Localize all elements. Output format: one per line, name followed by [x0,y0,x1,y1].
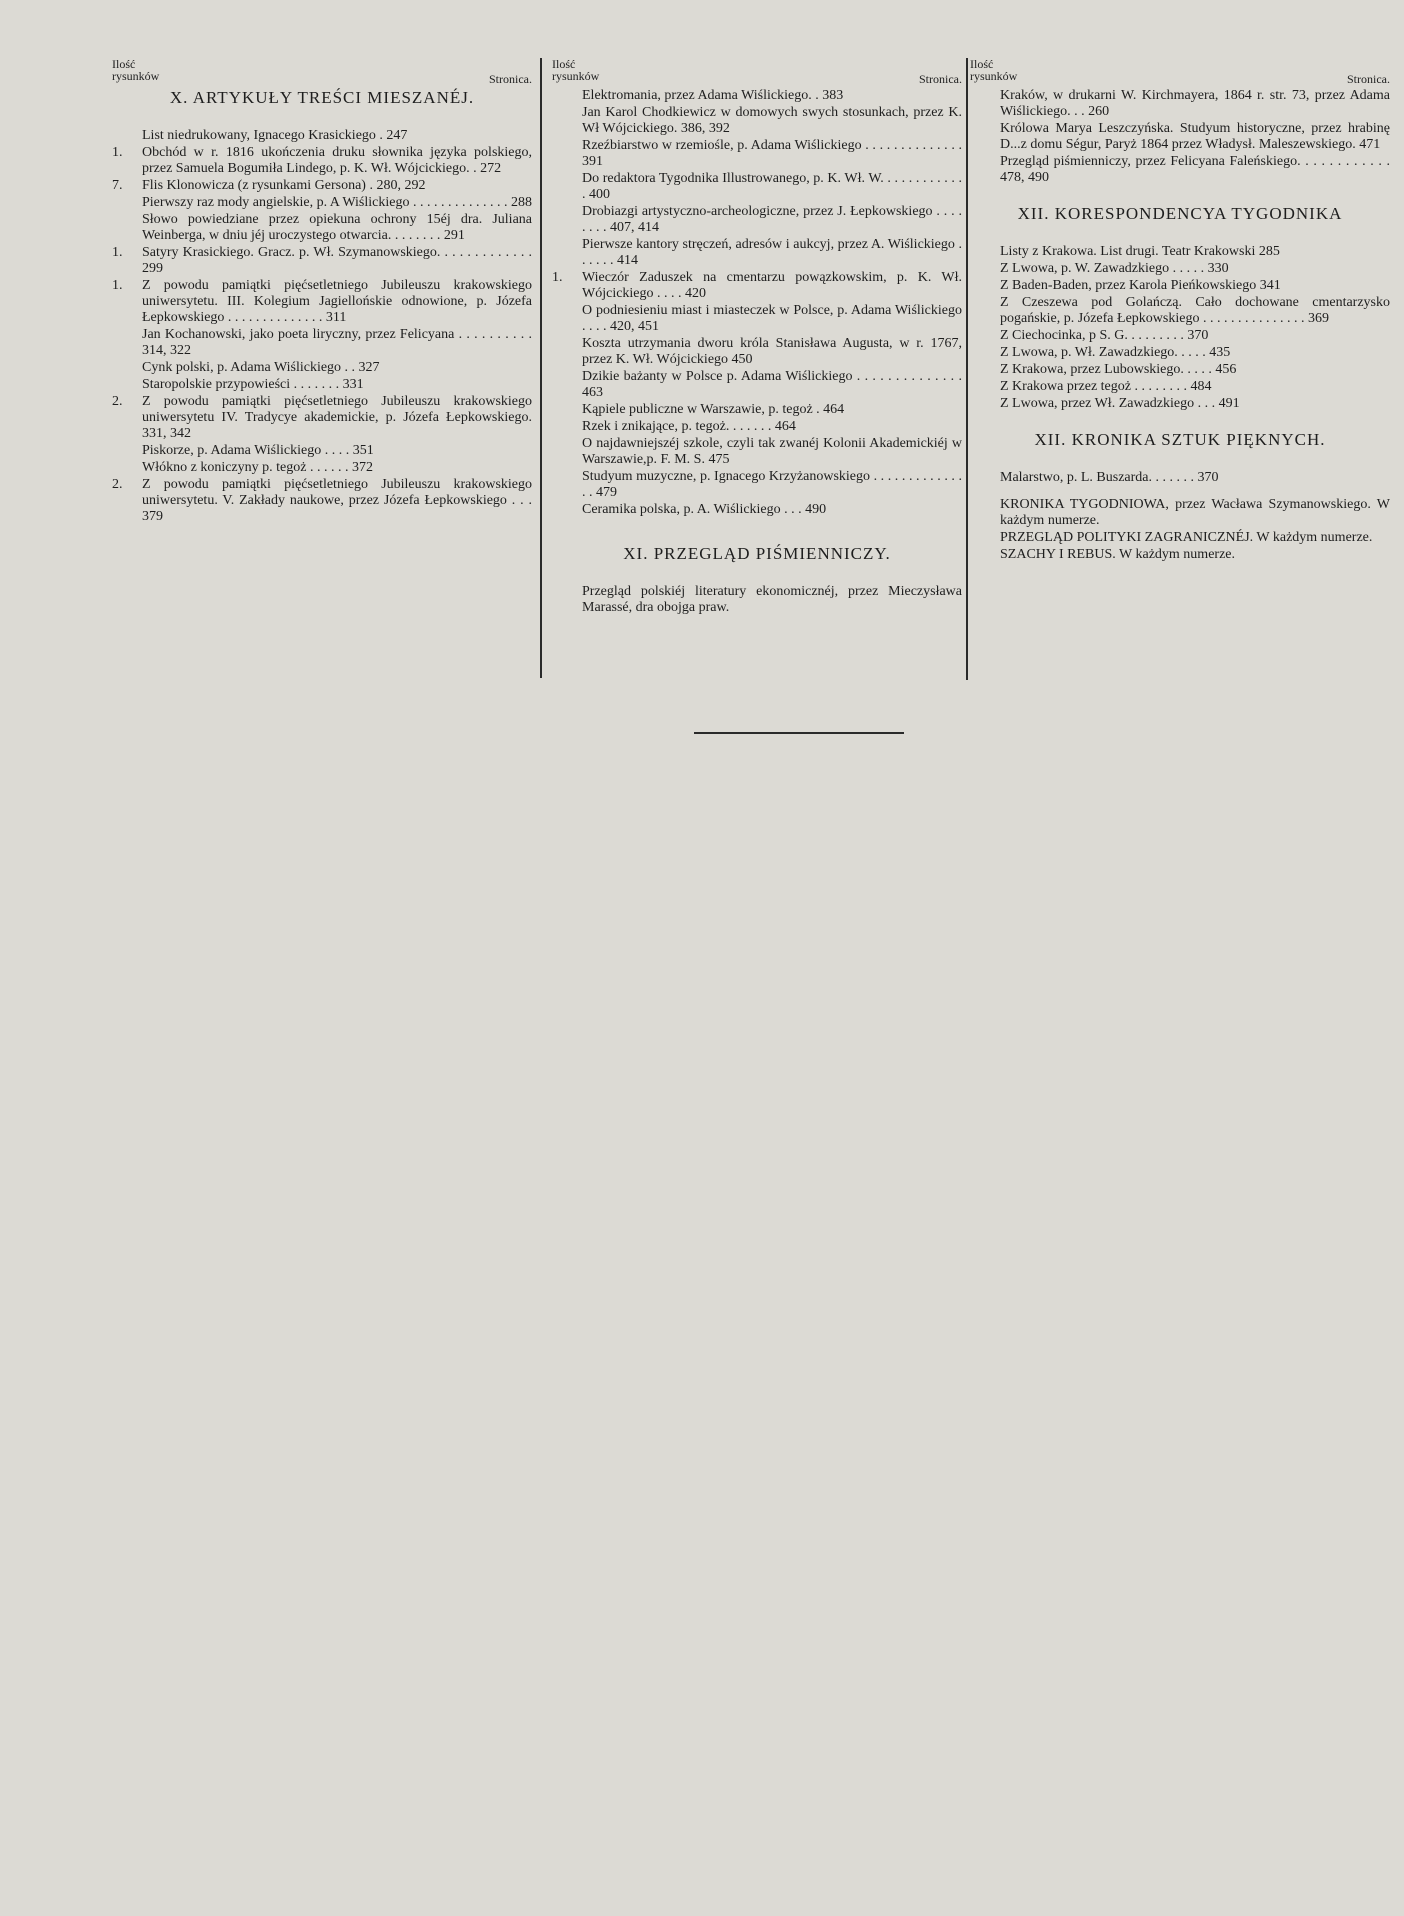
drawing-count [552,336,582,368]
list-item [112,178,532,194]
drawing-count [970,396,1000,412]
list-item [552,402,962,418]
entries-list [552,88,962,518]
section-title-xii-kronika: XII. KRONIKA SZTUK PIĘKNYCH. [1034,430,1326,449]
list-item [112,394,532,442]
entry-text: Przegląd piśmienniczy, przez Felicyana Faleńskiego. . . . . . . . . . . . 478, 490 [1000,154,1390,185]
stronica-label: Stronica. [1347,72,1390,86]
drawing-count [970,244,1000,260]
rysunkow-label: rysunków [552,69,600,83]
column-3 [970,58,1390,564]
list-item [970,261,1390,277]
entry-text: Z Lwowa, p. Wł. Zawadzkiego. . . . . 435 [1000,345,1231,360]
entry-text: Pierwsze kantory stręczeń, adresów i aukcyj, przez A. Wiślickiego . . . . . . 414 [582,237,962,268]
entry-text: Do redaktora Tygodnika Illustrowanego, p. K. Wł. W. . . . . . . . . . . . . 400 [582,171,962,202]
spacer [970,487,1390,497]
drawing-count [552,138,582,170]
entry-text: Wieczór Zaduszek na cmentarzu powązkowskim, p. K. Wł. Wójcickiego . . . . 420 [582,270,962,301]
entry-text: Piskorze, p. Adama Wiślickiego . . . . 351 [142,443,374,458]
rysunkow-label: rysunków [112,69,160,83]
drawing-count: 2. [112,477,123,492]
drawing-count [552,469,582,501]
drawing-count: 2. [112,394,123,409]
drawing-count [970,261,1000,277]
list-item [552,502,962,518]
drawing-count [552,369,582,401]
list-item [552,237,962,269]
drawing-count [552,402,582,418]
list-item [970,497,1390,529]
section-title-x: X. ARTYKUŁY TREŚCI MIESZANÉJ. [169,88,475,107]
entry-text: Koszta utrzymania dworu króla Stanisława Augusta, w r. 1767, przez K. Wł. Wójcickiego 450 [582,336,962,367]
list-item [552,171,962,203]
list-item [970,121,1390,153]
ilosc-label: Ilość [970,57,994,71]
rysunkow-label: rysunków [970,69,1018,83]
entry-text: Włókno z koniczyny p. tegoż . . . . . . 372 [142,460,373,475]
section-title-xi: XI. PRZEGLĄD PIŚMIENNICZY. [623,544,891,563]
list-item [970,295,1390,327]
entries-list [970,244,1390,412]
entry-text: Listy z Krakowa. List drugi. Teatr Krakowski 285 [1000,244,1280,259]
list-item [970,547,1390,563]
drawing-count [552,237,582,269]
entry-text: O najdawniejszéj szkole, czyli tak zwanéj Kolonii Akademickiéj w Warszawie,p. F. M. S. 475 [582,436,962,467]
list-item [552,204,962,236]
drawing-count [970,345,1000,361]
drawing-count [552,204,582,236]
drawing-count [552,171,582,203]
list-item [112,278,532,326]
list-item [552,419,962,435]
entry-text: Słowo powiedziane przez opiekuna ochrony 15éj dra. Juliana Weinberga, w dniu jéj uroczystego otwarcia. . . . . . . . 291 [142,212,532,243]
entry-text: Z Czeszewa pod Golańczą. Cało dochowane cmentarzysko pogańskie, p. Józefa Łepkowskiego . . . . . . . . . . . . . . . 369 [1000,295,1390,326]
entry-text: Rzeźbiarstwo w rzemiośle, p. Adama Wiślickiego . . . . . . . . . . . . . . 391 [582,138,962,169]
list-item [552,88,962,104]
drawing-count: 1. [112,278,123,293]
list-item [112,460,532,476]
entry-text: Cynk polski, p. Adama Wiślickiego . . 327 [142,360,380,375]
list-item [552,105,962,137]
list-item [112,443,532,459]
list-item [970,244,1390,260]
drawing-count [970,470,1000,486]
entry-text: Z powodu pamiątki pięćsetletniego Jubileuszu krakowskiego uniwersytetu. III. Kolegium Jagiellońskie odnowione, p. Józefa Łepkowskiego . . . . . . . . . . . . . . 311 [142,278,532,325]
entry-text: Królowa Marya Leszczyńska. Studyum historyczne, przez hrabinę D...z domu Ségur, Paryż 1864 przez Władysł. Maleszewskiego. 471 [1000,121,1390,152]
drawing-count [552,105,582,137]
entry-text: Drobiazgi artystyczno-archeologiczne, przez J. Łepkowskiego . . . . . . . . 407, 414 [582,204,962,235]
list-item [112,195,532,211]
drawing-count [970,379,1000,395]
ilosc-label: Ilość [112,57,136,71]
entry-text: Obchód w r. 1816 ukończenia druku słownika języka polskiego, przez Samuela Bogumiła Lindego, p. K. Wł. Wójcickiego. . 272 [142,145,532,176]
entry-text: Kąpiele publiczne w Warszawie, p. tegoż . 464 [582,402,845,417]
entries-list [970,88,1390,186]
list-item [970,470,1390,486]
column-rule-right [966,58,968,680]
list-item [552,584,962,616]
drawing-count [112,128,142,144]
entry-text: Z Krakowa, przez Lubowskiego. . . . . 456 [1000,362,1237,377]
list-item [970,345,1390,361]
entries-list [112,128,532,525]
list-item [552,270,962,302]
entry-text: O podniesieniu miast i miasteczek w Polsce, p. Adama Wiślickiego . . . . 420, 451 [582,303,962,334]
drawing-count: 1. [112,145,123,160]
entry-text: Z powodu pamiątki pięćsetletniego Jubileuszu krakowskiego uniwersytetu IV. Tradycye akademickie, p. Józefa Łepkowskiego. 331, 342 [142,394,532,441]
entries-list [970,497,1390,563]
drawing-count: 1. [112,245,123,260]
list-item [112,360,532,376]
drawing-count [970,154,1000,186]
entry-text: Z powodu pamiątki pięćsetletniego Jubileuszu krakowskiego uniwersytetu. V. Zakłady naukowe, przez Józefa Łepkowskiego . . . 379 [142,477,532,524]
ilosc-rysunkow-label [552,58,599,82]
column-header [552,58,962,88]
entry-text: Flis Klonowicza (z rysunkami Gersona) . 280, 292 [142,178,426,193]
entry-text: Rzek i znikające, p. tegoż. . . . . . . 464 [582,419,796,434]
drawing-count [112,443,142,459]
stronica-label: Stronica. [489,72,532,86]
drawing-count [112,212,142,244]
list-item [970,88,1390,120]
entry-text: Studyum muzyczne, p. Ignacego Krzyżanowskiego . . . . . . . . . . . . . . . 479 [582,469,962,500]
drawing-count [552,502,582,518]
drawing-count [970,88,1000,120]
drawing-count [552,584,582,616]
section-title-xii-korespondencya: XII. KORESPONDENCYA TYGODNIKA [1017,204,1343,223]
entry-text: Kraków, w drukarni W. Kirchmayera, 1864 r. str. 73, przez Adama Wiślickiego. . . 260 [1000,88,1390,119]
drawing-count [552,303,582,335]
entry-text: Pierwszy raz mody angielskie, p. A Wiślickiego . . . . . . . . . . . . . . 288 [142,195,532,210]
list-item [970,379,1390,395]
drawing-count [552,419,582,435]
entry-text: Satyry Krasickiego. Gracz. p. Wł. Szymanowskiego. . . . . . . . . . . . . 299 [142,245,532,276]
entry-text: Ceramika polska, p. A. Wiślickiego . . . 490 [582,502,827,517]
drawing-count [112,377,142,393]
entry-text: Staropolskie przypowieści . . . . . . . 331 [142,377,364,392]
drawing-count: 1. [552,270,563,285]
list-item [552,436,962,468]
entry-text: PRZEGLĄD POLITYKI ZAGRANICZNÉJ. W każdym numerze. [1000,530,1373,545]
entry-text: Przegląd polskiéj literatury ekonomicznéj, przez Mieczysława Marassé, dra obojga praw. [582,584,962,615]
drawing-count [970,547,1000,563]
list-item [552,303,962,335]
drawing-count [112,195,142,211]
list-item [112,327,532,359]
entry-text: Malarstwo, p. L. Buszarda. . . . . . . 370 [1000,470,1219,485]
column-2 [552,58,962,617]
list-item [112,245,532,277]
drawing-count [970,497,1000,529]
entry-text: KRONIKA TYGODNIOWA, przez Wacława Szymanowskiego. W każdym numerze. [1000,497,1390,528]
column-header [112,58,532,88]
list-item [970,362,1390,378]
drawing-count [970,295,1000,327]
list-item [970,396,1390,412]
ilosc-label: Ilość [552,57,576,71]
column-1 [112,58,532,526]
drawing-count [970,530,1000,546]
drawing-count [970,328,1000,344]
entry-text: SZACHY I REBUS. W każdym numerze. [1000,547,1235,562]
ilosc-rysunkow-label [112,58,159,82]
drawing-count [552,88,582,104]
list-item [970,154,1390,186]
list-item [552,469,962,501]
list-item [112,145,532,177]
column-rule-left [540,58,542,678]
entry-text: Jan Karol Chodkiewicz w domowych swych stosunkach, przez K. Wł Wójcickiego. 386, 392 [582,105,962,136]
stronica-label: Stronica. [919,72,962,86]
drawing-count [112,360,142,376]
divider-rule [694,732,904,734]
drawing-count [112,327,142,359]
entry-text: Z Lwowa, przez Wł. Zawadzkiego . . . 491 [1000,396,1240,411]
entry-text: Z Baden-Baden, przez Karola Pieńkowskiego 341 [1000,278,1281,293]
entry-text: Z Krakowa przez tegoż . . . . . . . . 484 [1000,379,1212,394]
list-item [970,328,1390,344]
column-header [970,58,1390,88]
list-item [970,530,1390,546]
entry-text: Elektromania, przez Adama Wiślickiego. . 383 [582,88,844,103]
drawing-count [970,362,1000,378]
list-item [112,477,532,525]
list-item [552,369,962,401]
entry-text: Dzikie bażanty w Polsce p. Adama Wiślickiego . . . . . . . . . . . . . . 463 [582,369,962,400]
list-item [552,138,962,170]
entries-list [552,584,962,616]
entry-text: Z Lwowa, p. W. Zawadzkiego . . . . . 330 [1000,261,1229,276]
entry-text: Z Ciechocinka, p S. G. . . . . . . . . 370 [1000,328,1209,343]
list-item [112,128,532,144]
list-item [112,212,532,244]
entries-list [970,470,1390,486]
list-item [112,377,532,393]
list-item [970,278,1390,294]
drawing-count [970,121,1000,153]
entry-text: List niedrukowany, Ignacego Krasickiego . 247 [142,128,408,143]
drawing-count: 7. [112,178,123,193]
drawing-count [552,436,582,468]
list-item [552,336,962,368]
drawing-count [970,278,1000,294]
ilosc-rysunkow-label [970,58,1017,82]
drawing-count [112,460,142,476]
entry-text: Jan Kochanowski, jako poeta liryczny, przez Felicyana . . . . . . . . . . 314, 322 [142,327,532,358]
